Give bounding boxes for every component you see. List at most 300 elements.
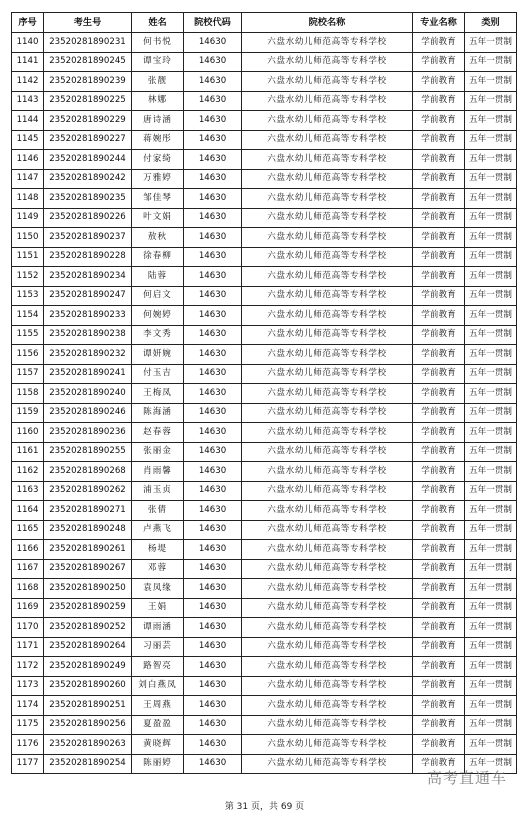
- cell-major: 学前教育: [413, 111, 465, 131]
- cell-seq: 1175: [12, 715, 44, 735]
- table-row: [12, 442, 517, 462]
- cell-school-name: 六盘水幼儿师范高等专科学校: [242, 637, 413, 657]
- table-row: [12, 169, 517, 189]
- cell-school-name: 六盘水幼儿师范高等专科学校: [242, 364, 413, 384]
- cell-school-code: 14630: [184, 754, 242, 774]
- cell-seq: 1143: [12, 91, 44, 111]
- cell-school-code: 14630: [184, 130, 242, 150]
- table-row: [12, 657, 517, 677]
- cell-name: 陈海涵: [132, 403, 184, 423]
- cell-school-code: 14630: [184, 423, 242, 443]
- cell-seq: 1145: [12, 130, 44, 150]
- cell-seq: 1154: [12, 306, 44, 326]
- cell-major: 学前教育: [413, 286, 465, 306]
- cell-major: 学前教育: [413, 150, 465, 170]
- table-row: [12, 286, 517, 306]
- cell-school-code: 14630: [184, 520, 242, 540]
- cell-school-name: 六盘水幼儿师范高等专科学校: [242, 618, 413, 638]
- cell-school-name: 六盘水幼儿师范高等专科学校: [242, 579, 413, 599]
- cell-seq: 1146: [12, 150, 44, 170]
- header-cell: 专业名称: [413, 13, 465, 33]
- cell-seq: 1166: [12, 540, 44, 560]
- cell-exam-no: 23520281890228: [44, 247, 132, 267]
- table-row: [12, 72, 517, 92]
- cell-category: 五年一贯制: [465, 364, 517, 384]
- cell-exam-no: 23520281890255: [44, 442, 132, 462]
- cell-name: 蒋婉彤: [132, 130, 184, 150]
- cell-exam-no: 23520281890256: [44, 715, 132, 735]
- cell-school-code: 14630: [184, 228, 242, 248]
- cell-school-name: 六盘水幼儿师范高等专科学校: [242, 715, 413, 735]
- table-row: [12, 676, 517, 696]
- cell-category: 五年一贯制: [465, 754, 517, 774]
- cell-seq: 1148: [12, 189, 44, 209]
- cell-category: 五年一贯制: [465, 247, 517, 267]
- watermark-text: 高考直通车: [426, 769, 507, 787]
- cell-category: 五年一贯制: [465, 33, 517, 53]
- cell-category: 五年一贯制: [465, 91, 517, 111]
- table-row: [12, 540, 517, 560]
- cell-major: 学前教育: [413, 637, 465, 657]
- cell-school-name: 六盘水幼儿师范高等专科学校: [242, 735, 413, 755]
- cell-exam-no: 23520281890254: [44, 754, 132, 774]
- cell-seq: 1174: [12, 696, 44, 716]
- cell-seq: 1163: [12, 481, 44, 501]
- cell-name: 邹佳琴: [132, 189, 184, 209]
- cell-major: 学前教育: [413, 325, 465, 345]
- table-row: [12, 481, 517, 501]
- cell-name: 何启文: [132, 286, 184, 306]
- cell-category: 五年一贯制: [465, 579, 517, 599]
- cell-name: 夏盈盈: [132, 715, 184, 735]
- cell-seq: 1170: [12, 618, 44, 638]
- page-footer: 第 31 页，共 69 页: [224, 802, 305, 812]
- table-row: [12, 91, 517, 111]
- cell-school-name: 六盘水幼儿师范高等专科学校: [242, 52, 413, 72]
- cell-school-code: 14630: [184, 169, 242, 189]
- cell-major: 学前教育: [413, 579, 465, 599]
- cell-seq: 1169: [12, 598, 44, 618]
- cell-exam-no: 23520281890249: [44, 657, 132, 677]
- cell-school-code: 14630: [184, 33, 242, 53]
- cell-seq: 1176: [12, 735, 44, 755]
- cell-school-name: 六盘水幼儿师范高等专科学校: [242, 130, 413, 150]
- cell-school-code: 14630: [184, 267, 242, 287]
- cell-school-code: 14630: [184, 91, 242, 111]
- cell-category: 五年一贯制: [465, 228, 517, 248]
- cell-school-name: 六盘水幼儿师范高等专科学校: [242, 754, 413, 774]
- cell-school-name: 六盘水幼儿师范高等专科学校: [242, 286, 413, 306]
- cell-major: 学前教育: [413, 345, 465, 365]
- cell-category: 五年一贯制: [465, 384, 517, 404]
- cell-school-name: 六盘水幼儿师范高等专科学校: [242, 598, 413, 618]
- cell-name: 谭妍婉: [132, 345, 184, 365]
- table-row: [12, 325, 517, 345]
- table-row: [12, 345, 517, 365]
- table-row: [12, 384, 517, 404]
- cell-seq: 1149: [12, 208, 44, 228]
- cell-name: 肖雨馨: [132, 462, 184, 482]
- cell-exam-no: 23520281890227: [44, 130, 132, 150]
- cell-major: 学前教育: [413, 189, 465, 209]
- table-body: [12, 33, 517, 774]
- cell-exam-no: 23520281890237: [44, 228, 132, 248]
- cell-school-code: 14630: [184, 559, 242, 579]
- table-row: [12, 520, 517, 540]
- cell-name: 王娟: [132, 598, 184, 618]
- cell-school-name: 六盘水幼儿师范高等专科学校: [242, 442, 413, 462]
- cell-major: 学前教育: [413, 715, 465, 735]
- cell-major: 学前教育: [413, 735, 465, 755]
- table-row: [12, 403, 517, 423]
- cell-school-name: 六盘水幼儿师范高等专科学校: [242, 228, 413, 248]
- cell-seq: 1162: [12, 462, 44, 482]
- cell-name: 陈丽婷: [132, 754, 184, 774]
- cell-seq: 1171: [12, 637, 44, 657]
- cell-major: 学前教育: [413, 228, 465, 248]
- cell-name: 路智亮: [132, 657, 184, 677]
- cell-name: 林娜: [132, 91, 184, 111]
- cell-seq: 1157: [12, 364, 44, 384]
- table-row: [12, 130, 517, 150]
- cell-school-name: 六盘水幼儿师范高等专科学校: [242, 696, 413, 716]
- cell-exam-no: 23520281890264: [44, 637, 132, 657]
- cell-seq: 1152: [12, 267, 44, 287]
- cell-major: 学前教育: [413, 403, 465, 423]
- cell-category: 五年一贯制: [465, 540, 517, 560]
- cell-exam-no: 23520281890236: [44, 423, 132, 443]
- cell-school-name: 六盘水幼儿师范高等专科学校: [242, 325, 413, 345]
- cell-major: 学前教育: [413, 267, 465, 287]
- cell-name: 谭宝玲: [132, 52, 184, 72]
- cell-exam-no: 23520281890234: [44, 267, 132, 287]
- cell-major: 学前教育: [413, 52, 465, 72]
- header-cell: 院校名称: [242, 13, 413, 33]
- cell-name: 卢燕飞: [132, 520, 184, 540]
- cell-school-code: 14630: [184, 696, 242, 716]
- cell-exam-no: 23520281890244: [44, 150, 132, 170]
- cell-school-name: 六盘水幼儿师范高等专科学校: [242, 91, 413, 111]
- cell-name: 陆蓉: [132, 267, 184, 287]
- cell-exam-no: 23520281890259: [44, 598, 132, 618]
- cell-seq: 1177: [12, 754, 44, 774]
- cell-name: 付玉吉: [132, 364, 184, 384]
- cell-major: 学前教育: [413, 676, 465, 696]
- cell-school-name: 六盘水幼儿师范高等专科学校: [242, 520, 413, 540]
- cell-seq: 1158: [12, 384, 44, 404]
- cell-exam-no: 23520281890262: [44, 481, 132, 501]
- cell-school-code: 14630: [184, 442, 242, 462]
- cell-category: 五年一贯制: [465, 559, 517, 579]
- cell-seq: 1165: [12, 520, 44, 540]
- cell-school-code: 14630: [184, 306, 242, 326]
- cell-category: 五年一贯制: [465, 286, 517, 306]
- cell-school-code: 14630: [184, 676, 242, 696]
- cell-major: 学前教育: [413, 462, 465, 482]
- cell-category: 五年一贯制: [465, 462, 517, 482]
- cell-exam-no: 23520281890232: [44, 345, 132, 365]
- cell-exam-no: 23520281890229: [44, 111, 132, 131]
- cell-name: 邓蓉: [132, 559, 184, 579]
- table-row: [12, 208, 517, 228]
- cell-name: 叶文娟: [132, 208, 184, 228]
- cell-school-name: 六盘水幼儿师范高等专科学校: [242, 72, 413, 92]
- cell-seq: 1150: [12, 228, 44, 248]
- cell-school-name: 六盘水幼儿师范高等专科学校: [242, 169, 413, 189]
- cell-school-code: 14630: [184, 618, 242, 638]
- cell-major: 学前教育: [413, 442, 465, 462]
- cell-exam-no: 23520281890252: [44, 618, 132, 638]
- cell-name: 付家绮: [132, 150, 184, 170]
- cell-school-name: 六盘水幼儿师范高等专科学校: [242, 540, 413, 560]
- cell-school-name: 六盘水幼儿师范高等专科学校: [242, 306, 413, 326]
- cell-major: 学前教育: [413, 364, 465, 384]
- cell-name: 袁凤缘: [132, 579, 184, 599]
- cell-name: 张倩: [132, 501, 184, 521]
- cell-exam-no: 23520281890226: [44, 208, 132, 228]
- cell-exam-no: 23520281890239: [44, 72, 132, 92]
- cell-school-code: 14630: [184, 384, 242, 404]
- cell-category: 五年一贯制: [465, 130, 517, 150]
- cell-category: 五年一贯制: [465, 618, 517, 638]
- cell-school-name: 六盘水幼儿师范高等专科学校: [242, 150, 413, 170]
- cell-major: 学前教育: [413, 208, 465, 228]
- cell-category: 五年一贯制: [465, 189, 517, 209]
- cell-seq: 1161: [12, 442, 44, 462]
- cell-name: 习丽芸: [132, 637, 184, 657]
- cell-exam-no: 23520281890238: [44, 325, 132, 345]
- cell-school-code: 14630: [184, 52, 242, 72]
- cell-category: 五年一贯制: [465, 403, 517, 423]
- cell-exam-no: 23520281890250: [44, 579, 132, 599]
- cell-seq: 1172: [12, 657, 44, 677]
- cell-major: 学前教育: [413, 540, 465, 560]
- cell-name: 唐诗涵: [132, 111, 184, 131]
- cell-major: 学前教育: [413, 169, 465, 189]
- cell-seq: 1160: [12, 423, 44, 443]
- cell-exam-no: 23520281890235: [44, 189, 132, 209]
- table-row: [12, 228, 517, 248]
- cell-major: 学前教育: [413, 520, 465, 540]
- cell-seq: 1153: [12, 286, 44, 306]
- cell-name: 李文秀: [132, 325, 184, 345]
- cell-exam-no: 23520281890225: [44, 91, 132, 111]
- cell-name: 徐春柳: [132, 247, 184, 267]
- cell-school-name: 六盘水幼儿师范高等专科学校: [242, 189, 413, 209]
- cell-major: 学前教育: [413, 754, 465, 774]
- table-row: [12, 267, 517, 287]
- cell-school-code: 14630: [184, 735, 242, 755]
- cell-category: 五年一贯制: [465, 169, 517, 189]
- cell-name: 张靓: [132, 72, 184, 92]
- cell-category: 五年一贯制: [465, 306, 517, 326]
- cell-major: 学前教育: [413, 501, 465, 521]
- cell-major: 学前教育: [413, 598, 465, 618]
- cell-exam-no: 23520281890260: [44, 676, 132, 696]
- cell-school-name: 六盘水幼儿师范高等专科学校: [242, 33, 413, 53]
- cell-school-code: 14630: [184, 637, 242, 657]
- cell-school-name: 六盘水幼儿师范高等专科学校: [242, 462, 413, 482]
- table-row: [12, 618, 517, 638]
- cell-school-code: 14630: [184, 345, 242, 365]
- cell-exam-no: 23520281890240: [44, 384, 132, 404]
- cell-major: 学前教育: [413, 306, 465, 326]
- cell-seq: 1142: [12, 72, 44, 92]
- cell-exam-no: 23520281890263: [44, 735, 132, 755]
- cell-name: 刘白燕凤: [132, 676, 184, 696]
- cell-school-name: 六盘水幼儿师范高等专科学校: [242, 247, 413, 267]
- cell-exam-no: 23520281890251: [44, 696, 132, 716]
- cell-exam-no: 23520281890241: [44, 364, 132, 384]
- cell-category: 五年一贯制: [465, 657, 517, 677]
- cell-school-name: 六盘水幼儿师范高等专科学校: [242, 559, 413, 579]
- table-row: [12, 52, 517, 72]
- cell-exam-no: 23520281890268: [44, 462, 132, 482]
- cell-school-code: 14630: [184, 189, 242, 209]
- cell-major: 学前教育: [413, 384, 465, 404]
- cell-name: 赵春蓉: [132, 423, 184, 443]
- table-row: [12, 462, 517, 482]
- table-row: [12, 423, 517, 443]
- cell-category: 五年一贯制: [465, 481, 517, 501]
- cell-school-name: 六盘水幼儿师范高等专科学校: [242, 403, 413, 423]
- cell-school-code: 14630: [184, 72, 242, 92]
- cell-category: 五年一贯制: [465, 442, 517, 462]
- table-row: [12, 247, 517, 267]
- cell-seq: 1144: [12, 111, 44, 131]
- cell-exam-no: 23520281890245: [44, 52, 132, 72]
- cell-exam-no: 23520281890247: [44, 286, 132, 306]
- cell-exam-no: 23520281890267: [44, 559, 132, 579]
- cell-school-code: 14630: [184, 540, 242, 560]
- cell-major: 学前教育: [413, 33, 465, 53]
- cell-school-code: 14630: [184, 208, 242, 228]
- cell-exam-no: 23520281890242: [44, 169, 132, 189]
- cell-major: 学前教育: [413, 130, 465, 150]
- cell-major: 学前教育: [413, 423, 465, 443]
- cell-exam-no: 23520281890271: [44, 501, 132, 521]
- cell-major: 学前教育: [413, 657, 465, 677]
- cell-name: 黄晓辉: [132, 735, 184, 755]
- cell-name: 浦玉贞: [132, 481, 184, 501]
- cell-major: 学前教育: [413, 481, 465, 501]
- cell-major: 学前教育: [413, 618, 465, 638]
- cell-major: 学前教育: [413, 72, 465, 92]
- cell-category: 五年一贯制: [465, 345, 517, 365]
- table-row: [12, 306, 517, 326]
- cell-school-code: 14630: [184, 462, 242, 482]
- cell-school-name: 六盘水幼儿师范高等专科学校: [242, 676, 413, 696]
- cell-school-code: 14630: [184, 247, 242, 267]
- header-cell: 序号: [12, 13, 44, 33]
- table-row: [12, 189, 517, 209]
- cell-school-code: 14630: [184, 150, 242, 170]
- cell-seq: 1164: [12, 501, 44, 521]
- table-row: [12, 715, 517, 735]
- cell-major: 学前教育: [413, 91, 465, 111]
- table-row: [12, 150, 517, 170]
- cell-name: 王周燕: [132, 696, 184, 716]
- table-row: [12, 559, 517, 579]
- cell-seq: 1147: [12, 169, 44, 189]
- cell-category: 五年一贯制: [465, 52, 517, 72]
- table-row: [12, 696, 517, 716]
- cell-school-code: 14630: [184, 715, 242, 735]
- cell-exam-no: 23520281890231: [44, 33, 132, 53]
- cell-seq: 1141: [12, 52, 44, 72]
- table-header: [12, 13, 517, 33]
- cell-school-name: 六盘水幼儿师范高等专科学校: [242, 657, 413, 677]
- cell-seq: 1140: [12, 33, 44, 53]
- cell-category: 五年一贯制: [465, 111, 517, 131]
- header-cell: 姓名: [132, 13, 184, 33]
- cell-seq: 1167: [12, 559, 44, 579]
- cell-category: 五年一贯制: [465, 423, 517, 443]
- cell-seq: 1168: [12, 579, 44, 599]
- cell-category: 五年一贯制: [465, 676, 517, 696]
- cell-name: 王梅凤: [132, 384, 184, 404]
- cell-exam-no: 23520281890233: [44, 306, 132, 326]
- cell-school-code: 14630: [184, 325, 242, 345]
- table-row: [12, 637, 517, 657]
- cell-category: 五年一贯制: [465, 208, 517, 228]
- cell-name: 敖秋: [132, 228, 184, 248]
- table-row: [12, 111, 517, 131]
- cell-category: 五年一贯制: [465, 501, 517, 521]
- table-row: [12, 598, 517, 618]
- table-row: [12, 501, 517, 521]
- cell-name: 何书悦: [132, 33, 184, 53]
- cell-school-code: 14630: [184, 657, 242, 677]
- admission-table: [11, 12, 517, 774]
- cell-school-name: 六盘水幼儿师范高等专科学校: [242, 208, 413, 228]
- cell-seq: 1159: [12, 403, 44, 423]
- cell-category: 五年一贯制: [465, 72, 517, 92]
- cell-school-code: 14630: [184, 286, 242, 306]
- table-row: [12, 735, 517, 755]
- cell-name: 杨堤: [132, 540, 184, 560]
- header-cell: 类别: [465, 13, 517, 33]
- cell-school-name: 六盘水幼儿师范高等专科学校: [242, 384, 413, 404]
- cell-school-name: 六盘水幼儿师范高等专科学校: [242, 345, 413, 365]
- cell-school-code: 14630: [184, 364, 242, 384]
- cell-category: 五年一贯制: [465, 325, 517, 345]
- cell-school-code: 14630: [184, 111, 242, 131]
- cell-category: 五年一贯制: [465, 150, 517, 170]
- cell-category: 五年一贯制: [465, 637, 517, 657]
- table-row: [12, 33, 517, 53]
- cell-category: 五年一贯制: [465, 715, 517, 735]
- cell-school-code: 14630: [184, 501, 242, 521]
- header-row: [12, 13, 517, 33]
- cell-seq: 1156: [12, 345, 44, 365]
- cell-major: 学前教育: [413, 247, 465, 267]
- header-cell: 院校代码: [184, 13, 242, 33]
- cell-school-name: 六盘水幼儿师范高等专科学校: [242, 267, 413, 287]
- cell-name: 万雅婷: [132, 169, 184, 189]
- table-row: [12, 579, 517, 599]
- cell-category: 五年一贯制: [465, 520, 517, 540]
- cell-school-code: 14630: [184, 481, 242, 501]
- cell-exam-no: 23520281890261: [44, 540, 132, 560]
- cell-school-code: 14630: [184, 403, 242, 423]
- cell-school-name: 六盘水幼儿师范高等专科学校: [242, 481, 413, 501]
- cell-exam-no: 23520281890248: [44, 520, 132, 540]
- cell-name: 何婉婷: [132, 306, 184, 326]
- cell-category: 五年一贯制: [465, 696, 517, 716]
- cell-seq: 1155: [12, 325, 44, 345]
- cell-seq: 1151: [12, 247, 44, 267]
